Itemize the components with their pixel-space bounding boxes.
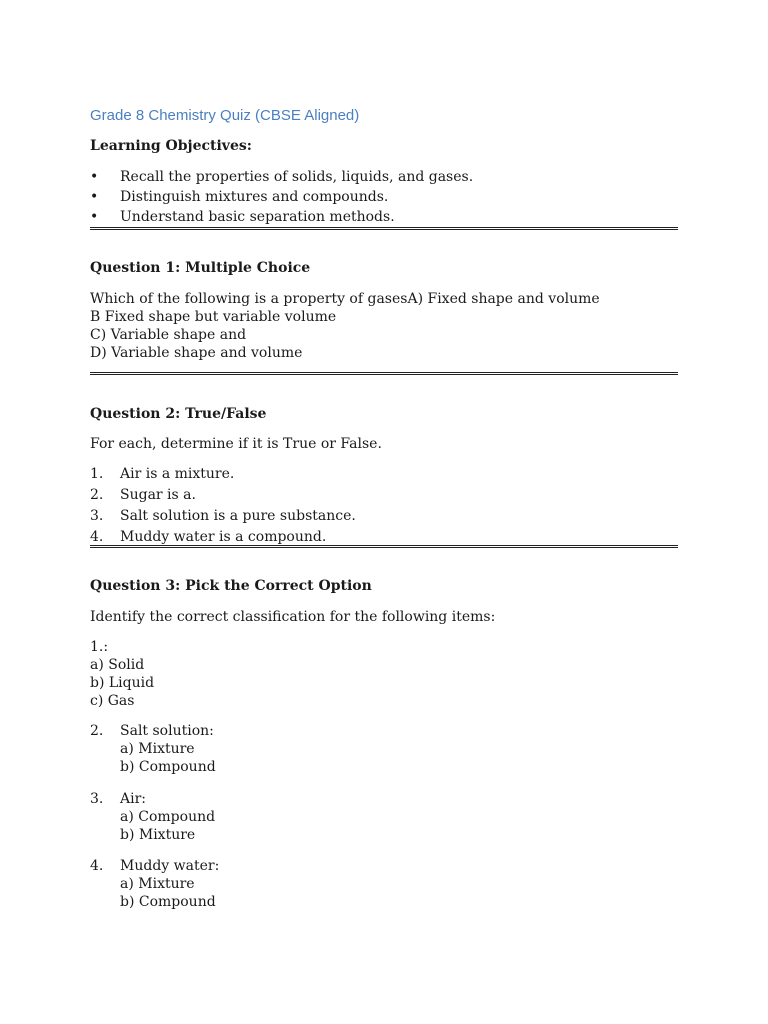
item-number: 2. xyxy=(90,723,104,739)
option-text: b) Compound xyxy=(120,759,216,775)
list-item xyxy=(90,464,678,485)
bullet-icon: • xyxy=(90,209,99,225)
list-item xyxy=(90,167,678,187)
list-item xyxy=(90,207,678,227)
item-number: 3. xyxy=(90,508,104,524)
section-divider xyxy=(90,227,678,230)
item-text: Air: xyxy=(120,791,146,807)
q1-line: B Fixed shape but variable volume xyxy=(90,309,337,325)
option-text: a) Solid xyxy=(90,657,145,673)
q2-list xyxy=(90,464,678,548)
bullet-icon: • xyxy=(90,189,99,205)
q1-line: D) Variable shape and volume xyxy=(90,345,303,361)
q1-line: Which of the following is a property of gasesA) Fixed shape and volume xyxy=(90,291,600,307)
objective-text: Recall the properties of solids, liquids, and gases. xyxy=(120,169,474,185)
item-text: Salt solution: xyxy=(120,723,214,739)
q3-item-2 xyxy=(90,722,678,776)
item-label: 1.: xyxy=(90,639,109,655)
list-item xyxy=(90,790,678,808)
option-text: a) Compound xyxy=(120,809,216,825)
list-item xyxy=(90,722,678,740)
q1-heading: Question 1: Multiple Choice xyxy=(90,260,311,276)
q3-item-3 xyxy=(90,790,678,844)
list-item xyxy=(90,187,678,207)
q2-heading: Question 2: True/False xyxy=(90,406,267,422)
q3-item-1 xyxy=(90,638,678,710)
option-text: b) Liquid xyxy=(90,675,155,691)
item-text: Muddy water: xyxy=(120,858,220,874)
section-divider xyxy=(90,372,678,375)
item-number: 1. xyxy=(90,466,104,482)
section-divider xyxy=(90,545,678,548)
option-text: c) Gas xyxy=(90,693,135,709)
q3-heading: Question 3: Pick the Correct Option xyxy=(90,578,372,594)
item-number: 4. xyxy=(90,858,104,874)
q1-body xyxy=(90,290,678,362)
option-text: b) Mixture xyxy=(120,827,196,843)
list-item xyxy=(90,506,678,527)
item-number: 4. xyxy=(90,529,104,545)
option-text: a) Mixture xyxy=(120,741,195,757)
objective-text: Understand basic separation methods. xyxy=(120,209,395,225)
list-item xyxy=(90,485,678,506)
q1-line: C) Variable shape and xyxy=(90,327,247,343)
option-text: a) Mixture xyxy=(120,876,195,892)
option-text: b) Compound xyxy=(120,894,216,910)
item-number: 3. xyxy=(90,791,104,807)
bullet-icon: • xyxy=(90,169,99,185)
item-text: Air is a mixture. xyxy=(120,466,235,482)
item-number: 2. xyxy=(90,487,104,503)
objectives-heading: Learning Objectives: xyxy=(90,138,252,154)
item-text: Sugar is a. xyxy=(120,487,196,503)
q2-intro: For each, determine if it is True or False. xyxy=(90,436,382,452)
objectives-list xyxy=(90,167,678,227)
document-title: Grade 8 Chemistry Quiz (CBSE Aligned) xyxy=(90,107,360,124)
list-item xyxy=(90,857,678,875)
item-text: Salt solution is a pure substance. xyxy=(120,508,356,524)
q3-item-4 xyxy=(90,857,678,911)
objective-text: Distinguish mixtures and compounds. xyxy=(120,189,389,205)
q3-intro: Identify the correct classification for the following items: xyxy=(90,609,496,625)
item-text: Muddy water is a compound. xyxy=(120,529,327,545)
